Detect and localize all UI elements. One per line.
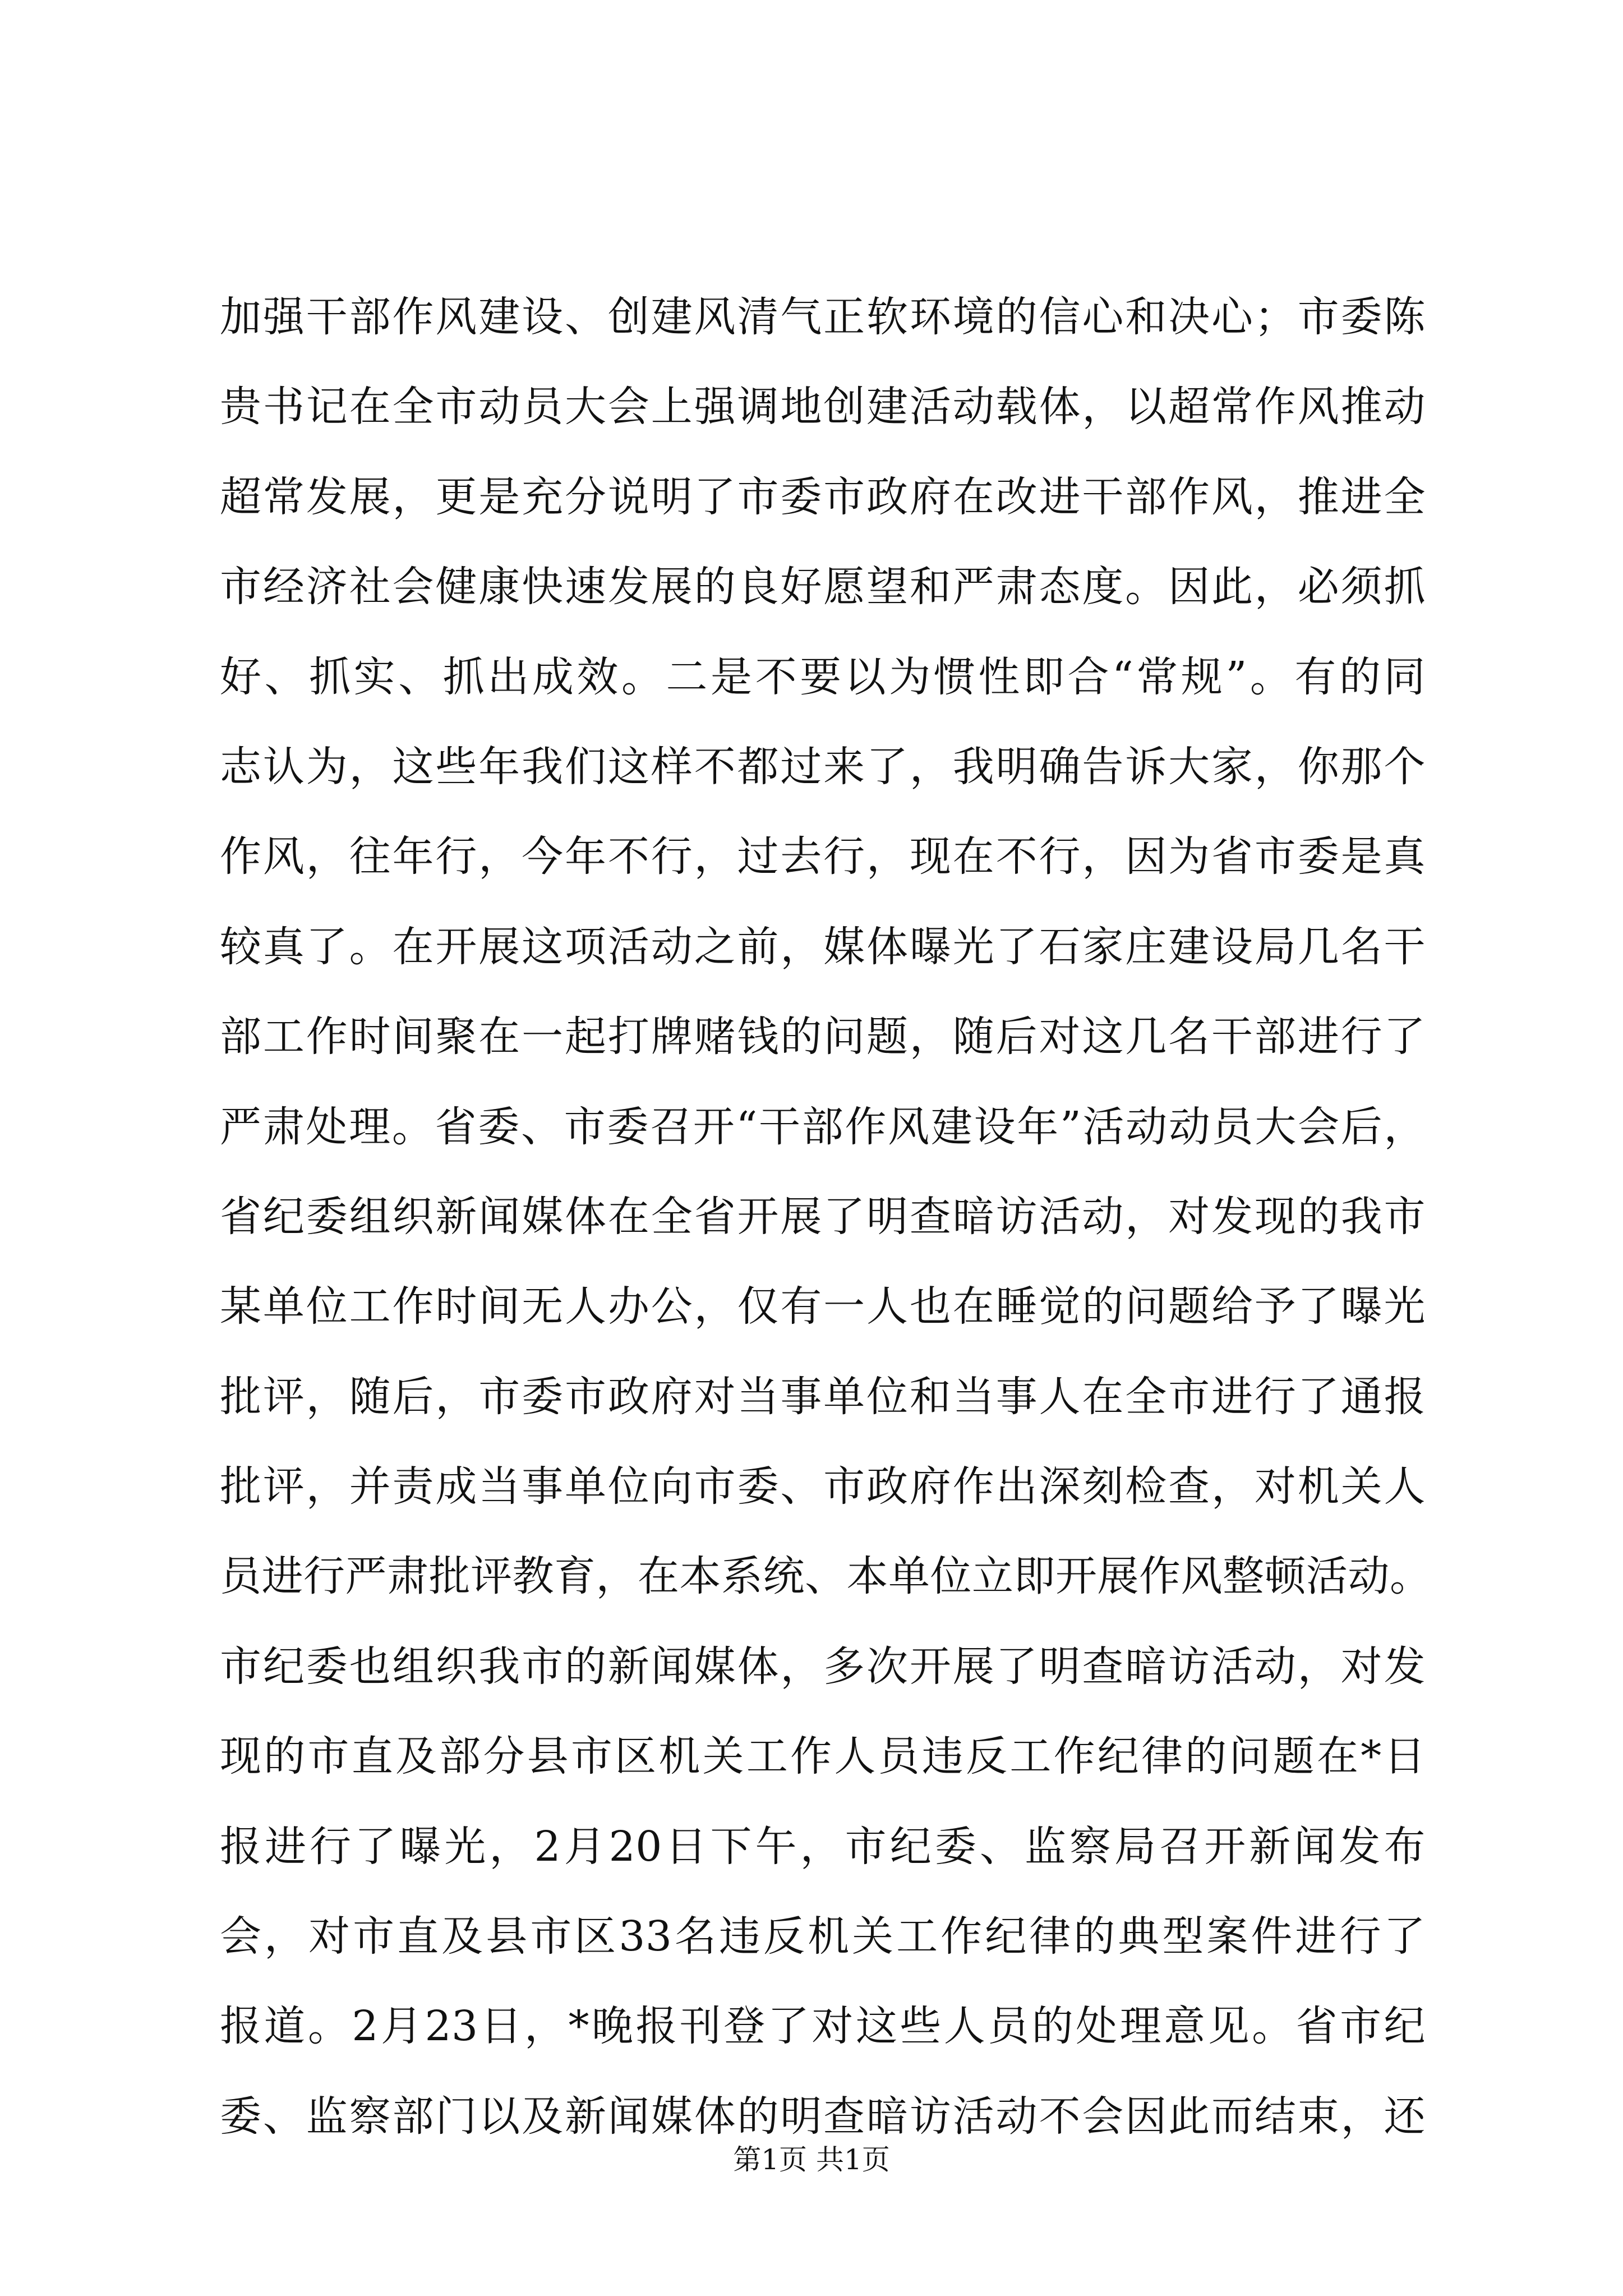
text-line: 市纪委也组织我市的新闻媒体，多次开展了明查暗访活动，对发 bbox=[220, 1642, 1426, 1691]
text-line: 报道。2月23日，*晚报刊登了对这些人员的处理意见。省市纪 bbox=[220, 2002, 1426, 2051]
text-line: 部工作时间聚在一起打牌赌钱的问题，随后对这几名干部进行了 bbox=[220, 1013, 1426, 1061]
text-line: 市经济社会健康快速发展的良好愿望和严肃态度。因此，必须抓 bbox=[220, 563, 1426, 611]
text-line: 作风，往年行，今年不行，过去行，现在不行，因为省市委是真 bbox=[220, 832, 1426, 881]
text-line: 加强干部作风建设、创建风清气正软环境的信心和决心；市委陈 bbox=[220, 293, 1426, 341]
text-line: 会，对市直及县市区33名违反机关工作纪律的典型案件进行了 bbox=[220, 1912, 1426, 1961]
text-line: 某单位工作时间无人办公，仅有一人也在睡觉的问题给予了曝光 bbox=[220, 1282, 1426, 1331]
text-line: 现的市直及部分县市区机关工作人员违反工作纪律的问题在*日 bbox=[220, 1732, 1426, 1781]
body-text bbox=[220, 272, 1432, 2161]
text-line: 委、监察部门以及新闻媒体的明查暗访活动不会因此而结束，还 bbox=[220, 2092, 1426, 2141]
text-line: 批评，并责成当事单位向市委、市政府作出深刻检查，对机关人 bbox=[220, 1462, 1426, 1511]
text-line: 批评，随后，市委市政府对当事单位和当事人在全市进行了通报 bbox=[220, 1372, 1426, 1421]
text-line: 员进行严肃批评教育，在本系统、本单位立即开展作风整顿活动。 bbox=[220, 1552, 1432, 1601]
text-line: 好、抓实、抓出成效。二是不要以为惯性即合“常规”。有的同 bbox=[220, 652, 1426, 701]
text-line: 贵书记在全市动员大会上强调地创建活动载体，以超常作风推动 bbox=[220, 383, 1426, 431]
text-line: 严肃处理。省委、市委召开“干部作风建设年”活动动员大会后， bbox=[220, 1102, 1426, 1151]
page-footer bbox=[0, 2143, 1623, 2177]
text-line: 省纪委组织新闻媒体在全省开展了明查暗访活动，对发现的我市 bbox=[220, 1192, 1426, 1241]
text-line: 超常发展，更是充分说明了市委市政府在改进干部作风，推进全 bbox=[220, 472, 1426, 521]
page-number-label: 第1页 共1页 bbox=[733, 2143, 890, 2176]
text-line: 志认为，这些年我们这样不都过来了，我明确告诉大家，你那个 bbox=[220, 742, 1426, 791]
text-line: 报进行了曝光，2月20日下午，市纪委、监察局召开新闻发布 bbox=[220, 1822, 1426, 1871]
text-line: 较真了。在开展这项活动之前，媒体曝光了石家庄建设局几名干 bbox=[220, 922, 1426, 971]
